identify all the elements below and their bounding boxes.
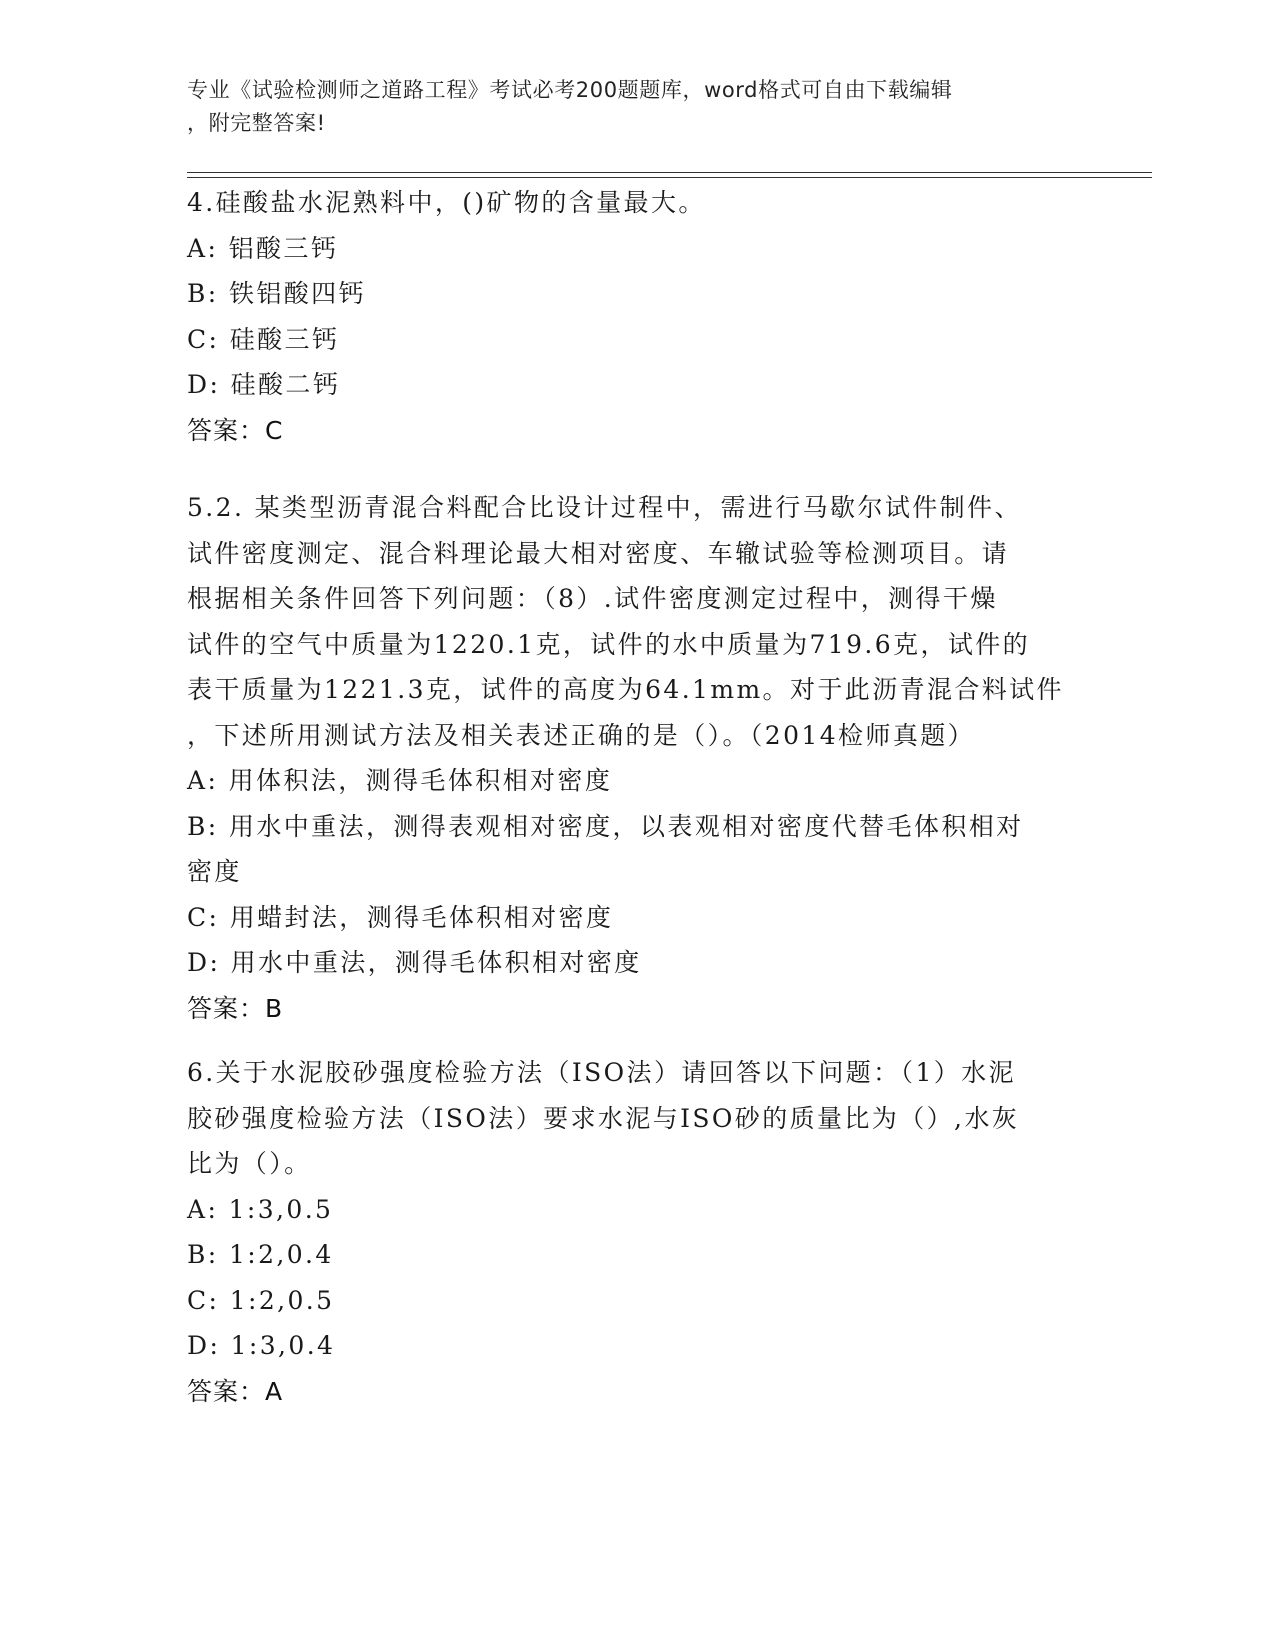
option-d: D: 1:3,0.4: [187, 1331, 336, 1360]
question-stem: 试件密度测定、混合料理论最大相对密度、车辙试验等检测项目。请: [187, 538, 1010, 568]
question-stem: 试件的空气中质量为1220.1克，试件的水中质量为719.6克，试件的: [187, 629, 1031, 659]
header-divider: [187, 177, 1152, 178]
question-5: [187, 485, 1087, 1031]
option-d: D: 硅酸二钙: [187, 370, 341, 399]
answer-label: 答案：B: [187, 993, 284, 1023]
header-line: 专业《试验检测师之道路工程》考试必考200题题库，word格式可自由下载编辑: [187, 78, 953, 102]
question-stem: 胶砂强度检验方法（ISO法）要求水泥与ISO砂的质量比为（）,水灰: [187, 1103, 1020, 1133]
question-6: [187, 1050, 1087, 1414]
question-stem: 4.硅酸盐水泥熟料中，()矿物的含量最大。: [187, 188, 706, 217]
option-b: B: 铁铝酸四钙: [187, 279, 366, 308]
option-a: A: 铝酸三钙: [187, 233, 339, 263]
question-stem: 比为（）。: [187, 1149, 312, 1178]
answer-label: 答案：A: [187, 1376, 284, 1406]
option-c: C: 硅酸三钙: [187, 324, 340, 354]
question-stem: 6.关于水泥胶砂强度检验方法（ISO法）请回答以下问题：（1）水泥: [187, 1058, 1016, 1087]
header-line: ，附完整答案!: [187, 111, 326, 135]
option-c: C: 用蜡封法，测得毛体积相对密度: [187, 902, 614, 932]
option-b-continued: 密度: [187, 857, 242, 886]
header-divider: [187, 172, 1152, 173]
question-stem: ，下述所用测试方法及相关表述正确的是（）。（2014检师真题）: [187, 720, 976, 750]
question-4: [187, 180, 1087, 453]
option-d: D: 用水中重法，测得毛体积相对密度: [187, 948, 642, 977]
question-stem: 表干质量为1221.3克，试件的高度为64.1mm。对于此沥青混合料试件: [187, 675, 1064, 704]
option-c: C: 1:2,0.5: [187, 1285, 335, 1315]
document-header: [187, 74, 1087, 140]
question-stem: 根据相关条件回答下列问题：（8）.试件密度测定过程中，测得干燥: [187, 584, 998, 613]
answer-label: 答案：C: [187, 415, 284, 445]
option-a: A: 用体积法，测得毛体积相对密度: [187, 766, 613, 795]
option-b: B: 用水中重法，测得表观相对密度，以表观相对密度代替毛体积相对: [187, 811, 1024, 841]
option-b: B: 1:2,0.4: [187, 1240, 334, 1269]
option-a: A: 1:3,0.5: [187, 1194, 334, 1224]
question-stem: 5.2. 某类型沥青混合料配合比设计过程中，需进行马歇尔试件制件、: [187, 493, 1022, 522]
